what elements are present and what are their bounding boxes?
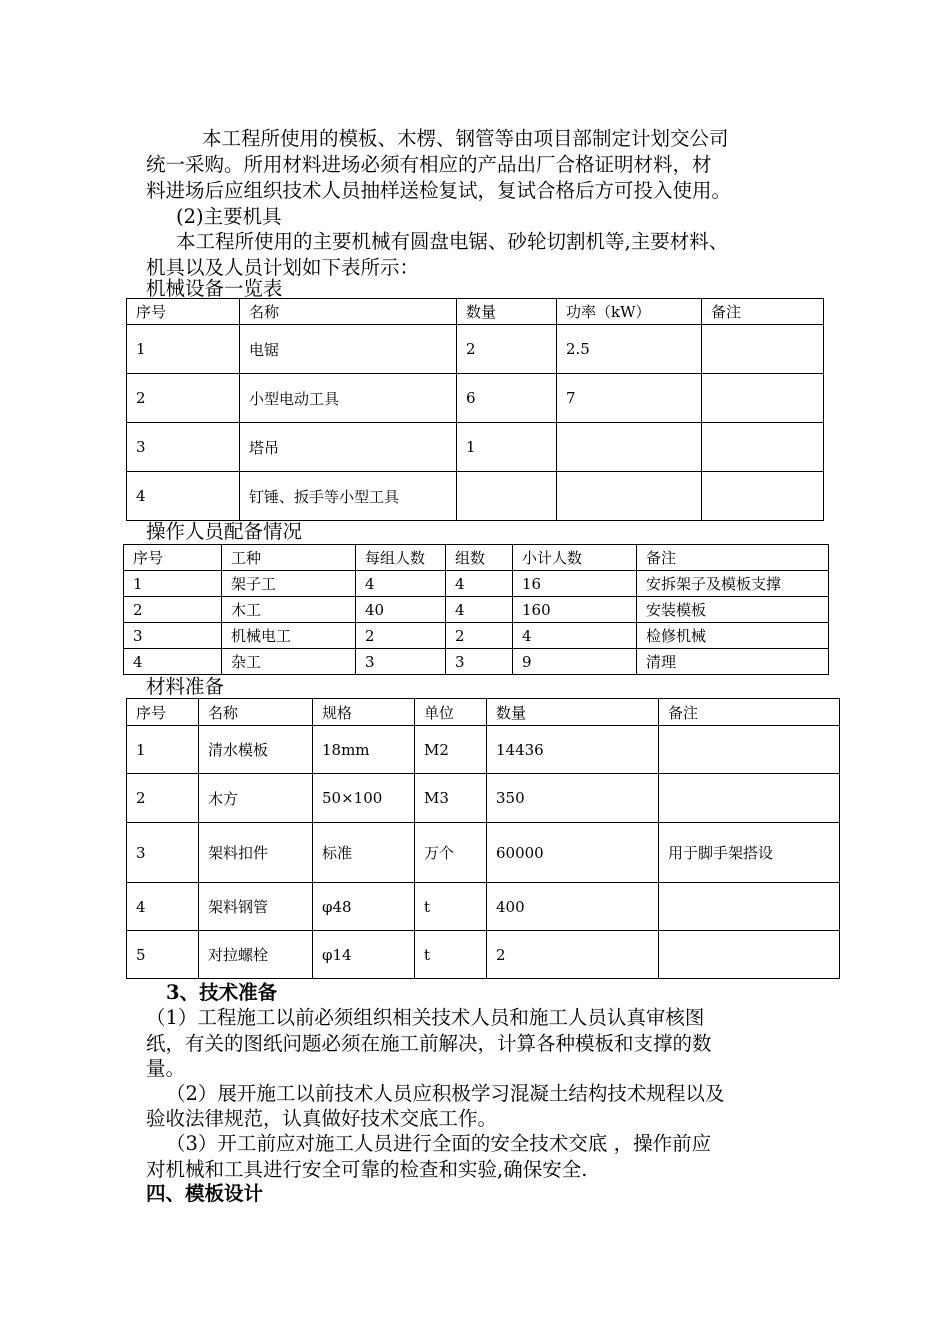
table-cell: 2: [457, 325, 557, 374]
table-cell: φ14: [313, 931, 415, 979]
table-cell: t: [415, 931, 487, 979]
table-cell: 50×100: [313, 774, 415, 823]
table-cell: 2: [124, 597, 222, 623]
table-cell: 350: [487, 774, 659, 823]
table-row: [127, 774, 840, 823]
tech-item2-line-2: 验收法律规范，认真做好技术交底工作。: [146, 1107, 498, 1130]
table-cell: 木工: [222, 597, 356, 623]
machinery-heading: (2)主要机具: [176, 205, 282, 228]
table-cell: [702, 472, 824, 521]
table-cell: 1: [124, 571, 222, 597]
table-cell: 用于脚手架搭设: [659, 823, 840, 883]
table-cell: 16: [513, 571, 637, 597]
table-cell: 2: [127, 374, 240, 423]
tech-heading: 3、技术准备: [166, 981, 278, 1004]
header-cell: 小计人数: [513, 545, 637, 571]
table-cell: M3: [415, 774, 487, 823]
table-cell: 40: [356, 597, 446, 623]
table-cell: 2: [356, 623, 446, 649]
table-cell: 架料钢管: [199, 883, 313, 931]
table-cell: 3: [127, 823, 199, 883]
staff-table: [123, 544, 829, 675]
table-cell: 杂工: [222, 649, 356, 675]
table-cell: 电锯: [240, 325, 457, 374]
table-row: [127, 883, 840, 931]
header-cell: 规格: [313, 699, 415, 726]
table-cell: 塔吊: [240, 423, 457, 472]
table-cell: 对拉螺栓: [199, 931, 313, 979]
section4-heading: 四、模板设计: [146, 1182, 264, 1205]
table-cell: 小型电动工具: [240, 374, 457, 423]
table-cell: 4: [124, 649, 222, 675]
header-cell: 备注: [659, 699, 840, 726]
equipment-table: [126, 298, 824, 521]
table-cell: 架子工: [222, 571, 356, 597]
table-cell: 4: [356, 571, 446, 597]
table-row: [127, 423, 824, 472]
table-cell: 6: [457, 374, 557, 423]
table-row: [124, 571, 829, 597]
tech-item1-line-1: （1）工程施工以前必须组织相关技术人员和施工人员认真审核图: [146, 1006, 705, 1029]
table-cell: 万个: [415, 823, 487, 883]
table-cell: 4: [446, 597, 513, 623]
intro-line-2: 统一采购。所用材料进场必须有相应的产品出厂合格证明材料，材: [146, 153, 712, 176]
machinery-line-2: 机具以及人员计划如下表所示：: [146, 256, 420, 279]
table-row: [127, 325, 824, 374]
table-cell: [557, 423, 702, 472]
header-cell: 组数: [446, 545, 513, 571]
table-cell: 安装模板: [637, 597, 829, 623]
table-cell: [457, 472, 557, 521]
material-table-header: [127, 699, 840, 726]
table-cell: 3: [127, 423, 240, 472]
table-row: [124, 623, 829, 649]
table-cell: [659, 774, 840, 823]
table-cell: [557, 472, 702, 521]
table-cell: 160: [513, 597, 637, 623]
table-cell: [702, 325, 824, 374]
table-cell: 4: [127, 883, 199, 931]
table-cell: 3: [124, 623, 222, 649]
table-cell: [702, 423, 824, 472]
table-cell: 2.5: [557, 325, 702, 374]
equipment-table-caption: 机械设备一览表: [146, 277, 283, 300]
tech-item3-line-2: 对机械和工具进行安全可靠的检查和实验,确保安全.: [146, 1158, 588, 1181]
staff-table-caption: 操作人员配备情况: [146, 520, 303, 543]
table-cell: 3: [356, 649, 446, 675]
table-cell: [659, 726, 840, 774]
table-cell: 清水模板: [199, 726, 313, 774]
header-cell: 数量: [487, 699, 659, 726]
table-cell: 检修机械: [637, 623, 829, 649]
table-cell: t: [415, 883, 487, 931]
machinery-line-1: 本工程所使用的主要机械有圆盘电锯、砂轮切割机等,主要材料、: [176, 230, 729, 253]
table-cell: 4: [513, 623, 637, 649]
intro-line-1: 本工程所使用的模板、木楞、钢管等由项目部制定计划交公司: [202, 127, 729, 150]
table-cell: 2: [487, 931, 659, 979]
header-cell: 名称: [240, 299, 457, 325]
table-cell: 安拆架子及模板支撑: [637, 571, 829, 597]
table-cell: φ48: [313, 883, 415, 931]
staff-table-header: [124, 545, 829, 571]
tech-item1-line-3: 量。: [146, 1057, 186, 1080]
table-cell: 标准: [313, 823, 415, 883]
table-cell: [659, 931, 840, 979]
table-cell: 2: [127, 774, 199, 823]
material-table: [126, 698, 840, 979]
header-cell: 序号: [127, 299, 240, 325]
table-cell: 7: [557, 374, 702, 423]
table-row: [124, 597, 829, 623]
table-cell: 18mm: [313, 726, 415, 774]
header-cell: 序号: [127, 699, 199, 726]
table-cell: 1: [127, 726, 199, 774]
tech-item1-line-2: 纸，有关的图纸问题必须在施工前解决，计算各种模板和支撑的数: [146, 1032, 712, 1055]
table-cell: 2: [446, 623, 513, 649]
header-cell: 备注: [637, 545, 829, 571]
material-table-caption: 材料准备: [146, 675, 225, 698]
table-cell: 400: [487, 883, 659, 931]
table-cell: 4: [446, 571, 513, 597]
table-cell: [702, 374, 824, 423]
header-cell: 序号: [124, 545, 222, 571]
tech-item2-line-1: （2）展开施工以前技术人员应积极学习混凝土结构技术规程以及: [166, 1082, 725, 1105]
table-row: [127, 472, 824, 521]
header-cell: 每组人数: [356, 545, 446, 571]
table-cell: 5: [127, 931, 199, 979]
header-cell: 功率（kW）: [557, 299, 702, 325]
table-cell: 3: [446, 649, 513, 675]
table-cell: 机械电工: [222, 623, 356, 649]
table-cell: 14436: [487, 726, 659, 774]
table-cell: M2: [415, 726, 487, 774]
header-cell: 名称: [199, 699, 313, 726]
table-row: [127, 823, 840, 883]
table-cell: 60000: [487, 823, 659, 883]
table-cell: 1: [127, 325, 240, 374]
header-cell: 备注: [702, 299, 824, 325]
table-cell: 清理: [637, 649, 829, 675]
table-cell: 架料扣件: [199, 823, 313, 883]
table-cell: 1: [457, 423, 557, 472]
header-cell: 工种: [222, 545, 356, 571]
table-row: [127, 931, 840, 979]
tech-item3-line-1: （3）开工前应对施工人员进行全面的安全技术交底 ，操作前应: [166, 1132, 712, 1155]
header-cell: 单位: [415, 699, 487, 726]
table-cell: 4: [127, 472, 240, 521]
table-row: [127, 726, 840, 774]
table-cell: 9: [513, 649, 637, 675]
table-cell: 木方: [199, 774, 313, 823]
intro-line-3: 料进场后应组织技术人员抽样送检复试，复试合格后方可投入使用。: [146, 179, 732, 202]
table-cell: 钉锤、扳手等小型工具: [240, 472, 457, 521]
table-cell: [659, 883, 840, 931]
equipment-table-header: [127, 299, 824, 325]
table-row: [124, 649, 829, 675]
table-row: [127, 374, 824, 423]
header-cell: 数量: [457, 299, 557, 325]
